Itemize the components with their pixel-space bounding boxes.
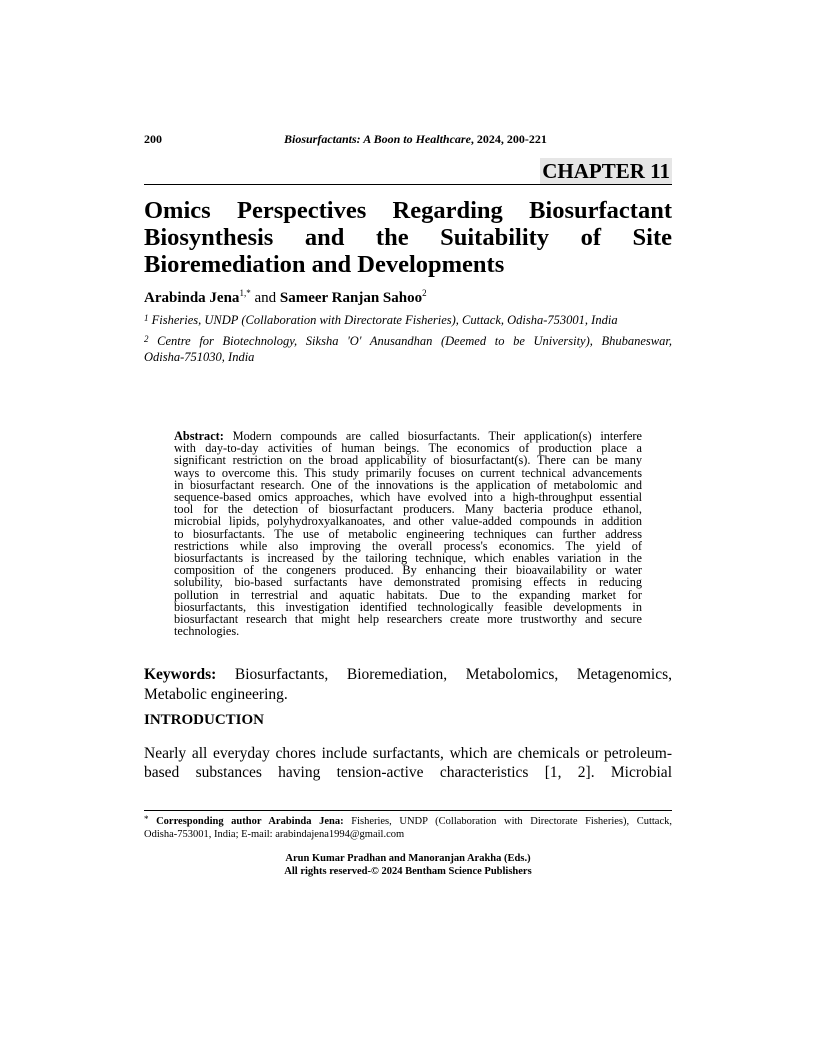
abstract-line: with day-to-day activities of human beings. The economics of production place a <box>174 441 642 456</box>
chapter-title <box>144 197 672 278</box>
abstract-line: to biosurfactants. The use of metabolic engineering techniques can further address <box>174 526 642 541</box>
title-line: Omics Perspectives Regarding Biosurfactant <box>144 197 672 224</box>
section-heading: INTRODUCTION <box>144 712 265 728</box>
aff-text: Fisheries, UNDP (Collaboration with Directorate Fisheries), Cuttack, Odisha-753001, India <box>148 313 618 327</box>
abstract-line: solubility, bio-based surfactants have demonstrated promising effects in reducing <box>174 575 642 590</box>
footnote-sup: * <box>144 814 149 824</box>
abstract-line: biosurfactants, this investigation identified technologically feasible developments in <box>174 599 642 614</box>
author-and: and <box>250 290 280 306</box>
author-1-sup: 1,* <box>239 288 251 298</box>
footnote-divider <box>144 810 672 811</box>
abstract-line: microbial lipids, polyhydroxyalkanoates, and other value-added compounds in addition <box>174 514 642 529</box>
abstract-line: tool for the detection of biosurfactant producers. Many bacteria produce ethanol, <box>174 502 642 517</box>
abstract-line: biosurfactants is increased by the tailoring technique, which enables variation in the <box>174 551 642 566</box>
abstract-line: in biosurfactant research. One of the innovations is the application of metabolomic and <box>174 477 642 492</box>
abstract-label: Abstract: <box>174 429 224 443</box>
affiliation-2 <box>144 333 672 365</box>
abstract-line: ways to overcome this. This study primarily focuses on current technical advancements <box>174 465 642 480</box>
affiliation-1 <box>144 312 672 328</box>
divider <box>144 184 672 185</box>
author-2-sup: 2 <box>422 288 427 298</box>
editors-copyright <box>144 852 672 878</box>
author-2: Sameer Ranjan Sahoo <box>279 290 423 306</box>
aff-sup: 1 <box>144 313 149 323</box>
journal-name: Biosurfactants: A Boon to Healthcare <box>284 132 471 146</box>
abstract <box>174 430 642 637</box>
paragraph-line: based substances having tension-active characteristics [1, 2]. Microbial <box>144 764 672 781</box>
footnote-text: Odisha-753001, India; E-mail: arabindajena1994@gmail.com <box>144 829 405 840</box>
title-line: Biosynthesis and the Suitability of Site <box>144 224 672 251</box>
abstract-line: technologies. <box>174 624 240 639</box>
chapter-label: CHAPTER 11 <box>542 159 670 183</box>
keywords <box>144 665 672 705</box>
journal-year-pages: , 2024, 200-221 <box>470 132 547 146</box>
footnote-text: Fisheries, UNDP (Collaboration with Directorate Fisheries), Cuttack, <box>343 816 672 827</box>
authors <box>144 290 427 307</box>
abstract-line: composition of the congeners produced. By enhancing their bioavailability or water <box>174 563 642 578</box>
copyright: All rights reserved-© 2024 Bentham Science Publishers <box>284 866 532 877</box>
page-number: 200 <box>144 132 162 146</box>
author-1: Arabinda Jena <box>144 290 240 306</box>
abstract-text: Modern compounds are called biosurfactants. Their application(s) interfere <box>223 429 642 443</box>
aff-sup: 2 <box>144 334 149 344</box>
running-header <box>144 132 672 147</box>
introduction-paragraph <box>144 744 672 782</box>
footnote-label: Corresponding author Arabinda Jena: <box>148 816 344 827</box>
paragraph-line: Nearly all everyday chores include surfactants, which are chemicals or petroleum- <box>144 745 672 762</box>
title-line: Bioremediation and Developments <box>144 251 505 278</box>
keywords-label: Keywords: <box>144 666 217 683</box>
abstract-line: significant restriction on the broad applicability of biosurfactant(s). There can be many <box>174 453 642 468</box>
abstract-line: biosurfactant research that might help researchers create more trustworthy and secure <box>174 612 642 627</box>
abstract-line: pollution in terrestrial and aquatic habitats. Due to the expanding market for <box>174 587 642 602</box>
keywords-text: Metabolic engineering. <box>144 686 288 703</box>
abstract-line: restrictions while also improving the overall process's economics. The yield of <box>174 538 642 553</box>
journal-citation <box>284 132 547 147</box>
editors: Arun Kumar Pradhan and Manoranjan Arakha (Eds.) <box>285 853 531 864</box>
footnote <box>144 815 672 841</box>
aff-text: Odisha-751030, India <box>144 350 255 364</box>
keywords-text: Biosurfactants, Bioremediation, Metabolomics, Metagenomics, <box>216 666 672 683</box>
abstract-line: sequence-based omics approaches, which have evolved into a high-throughput essential <box>174 490 642 505</box>
aff-text: Centre for Biotechnology, Siksha 'O' Anusandhan (Deemed to be University), Bhubaneswar, <box>148 334 672 348</box>
